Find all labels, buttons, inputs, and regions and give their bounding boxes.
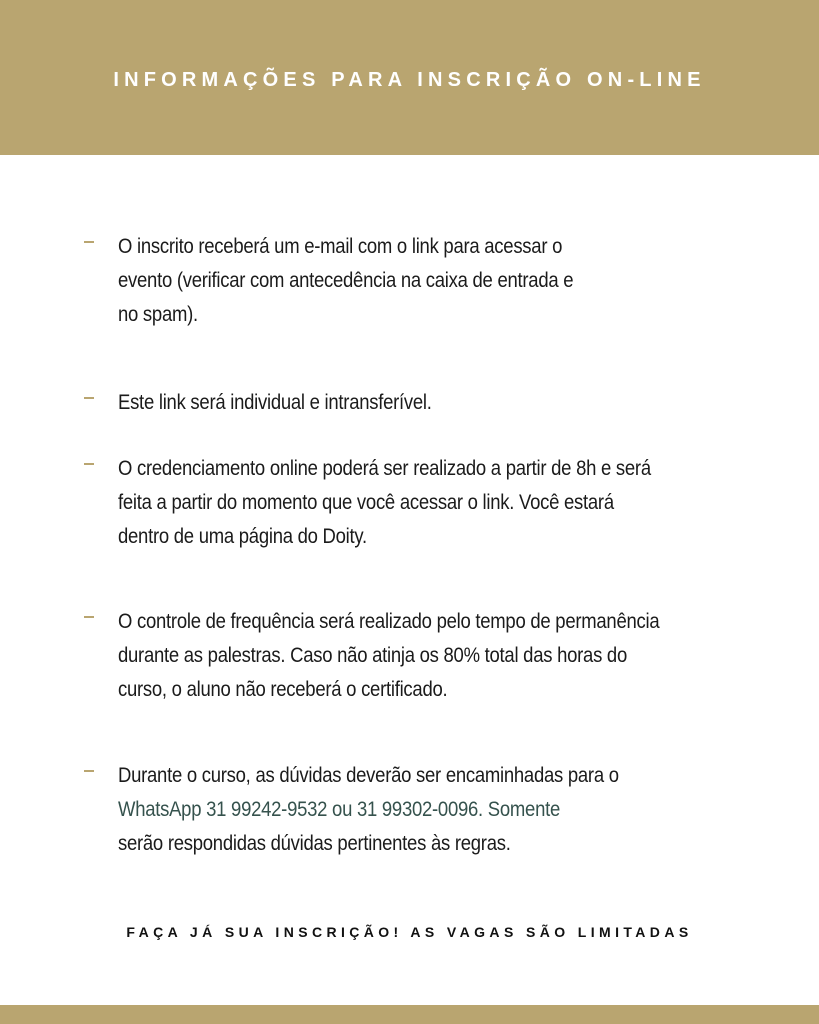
list-item-text: Durante o curso, as dúvidas deverão ser encaminhadas para o WhatsApp 31 99242-9532 ou 31 99302-0096. Somente serão respondidas dúvidas pertinentes às regras.: [118, 763, 619, 855]
bullet-dash: [84, 463, 94, 465]
list-item-text: Este link será individual e intransferível.: [118, 390, 432, 414]
bullet-dash: [84, 616, 94, 618]
bullet-dash: [84, 770, 94, 772]
footer-bar: [0, 1005, 819, 1024]
whatsapp-contact: WhatsApp 31 99242-9532 ou 31 99302-0096. Somente: [118, 797, 560, 821]
bullet-dash: [84, 241, 94, 243]
call-to-action: FAÇA JÁ SUA INSCRIÇÃO! AS VAGAS SÃO LIMITADAS: [126, 924, 693, 940]
header-banner: [0, 0, 819, 155]
page-title: INFORMAÇÕES PARA INSCRIÇÃO ON-LINE: [113, 69, 706, 91]
list-item-text: O controle de frequência será realizado pelo tempo de permanência durante as palestras. Caso não atinja os 80% total das horas do curso, o aluno não receberá o certificado.: [118, 609, 660, 701]
bullet-dash: [84, 397, 94, 399]
list-item-text: O inscrito receberá um e-mail com o link para acessar o evento (verificar com antecedência na caixa de entrada e no spam).: [118, 234, 574, 326]
list-item-text: O credenciamento online poderá ser realizado a partir de 8h e será feita a partir do momento que você acessar o link. Você estará dentro de uma página do Doity.: [118, 456, 651, 548]
